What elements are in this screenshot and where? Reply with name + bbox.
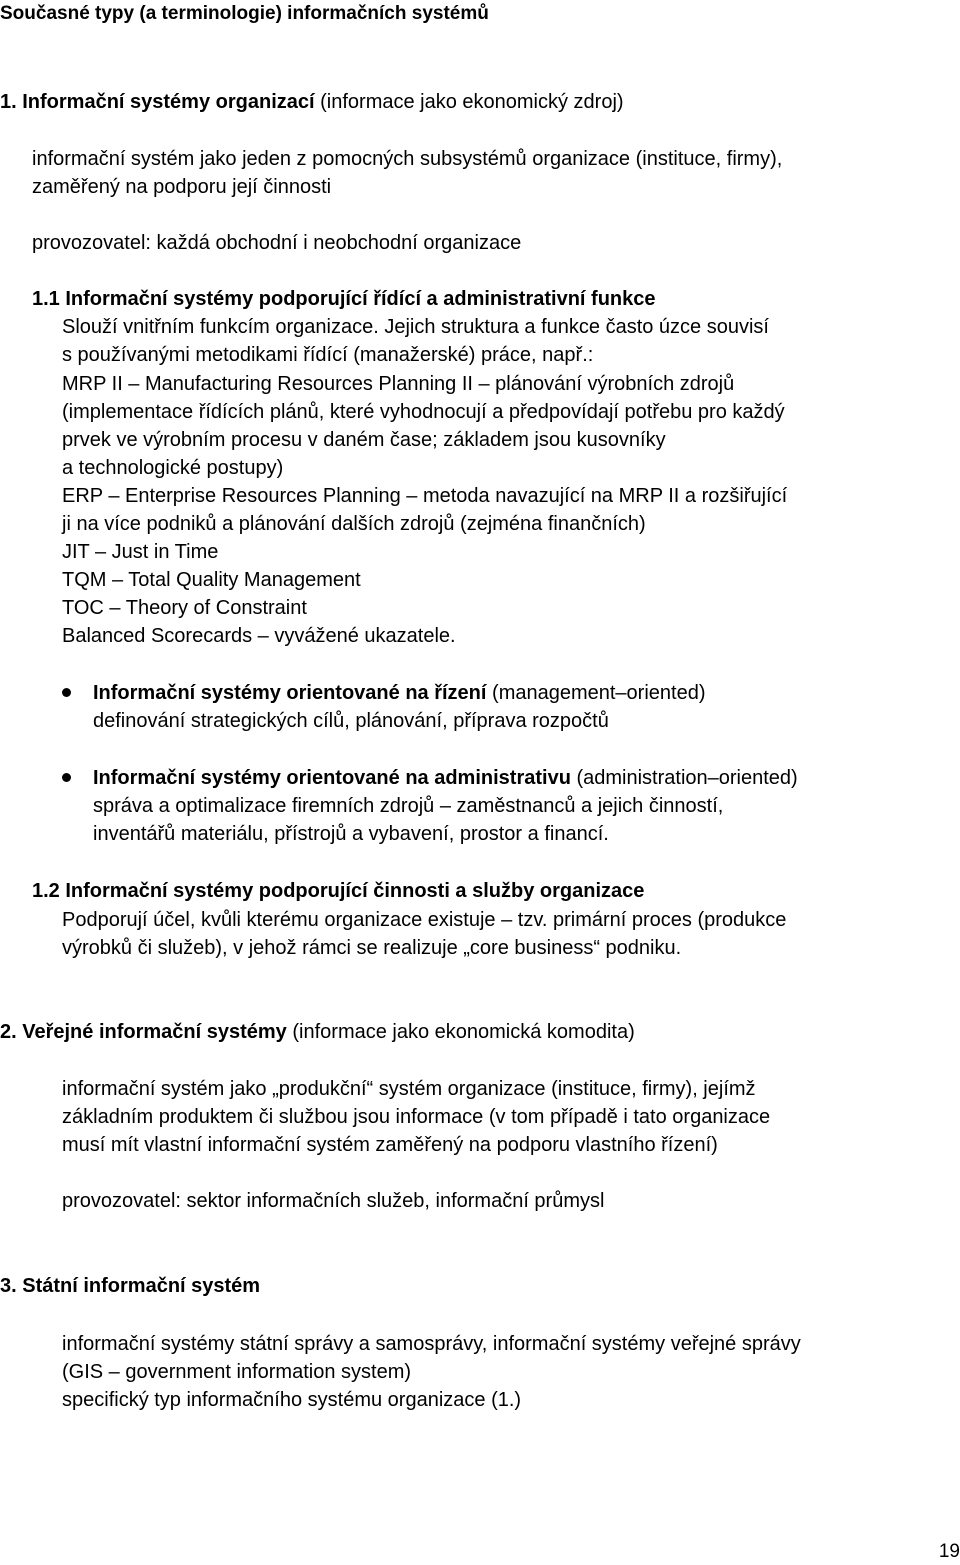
- subsection-1-2-line: Podporují účel, kvůli kterému organizace existuje – tzv. primární proces (produkce: [62, 909, 787, 931]
- section-3-line: specifický typ informačního systému organizace (1.): [62, 1389, 522, 1411]
- section-3-line: informační systémy státní správy a samosprávy, informační systémy veřejné správy: [62, 1333, 801, 1355]
- bullet-2-bold: Informační systémy orientované na administrativu: [93, 767, 571, 789]
- section-2-operator: provozovatel: sektor informačních služeb, informační průmysl: [62, 1190, 605, 1212]
- subsection-1-1-line: TQM – Total Quality Management: [62, 569, 361, 591]
- subsection-1-1-line: prvek ve výrobním procesu v daném čase; základem jsou kusovníky: [62, 429, 666, 451]
- bullet-icon: [62, 773, 71, 782]
- subsection-1-1-line: (implementace řídících plánů, které vyhodnocují a předpovídají potřebu pro každý: [62, 401, 785, 423]
- page-number: 19: [938, 1541, 960, 1562]
- bullet-1-bold: Informační systémy orientované na řízení: [93, 682, 487, 704]
- subsection-1-2-heading: 1.2 Informační systémy podporující činnosti a služby organizace: [32, 880, 645, 902]
- subsection-1-1-line: TOC – Theory of Constraint: [62, 597, 307, 619]
- section-2-heading-rest: (informace jako ekonomická komodita): [292, 1021, 635, 1043]
- section-3-heading: 3. Státní informační systém: [0, 1275, 261, 1297]
- subsection-1-1-line: Slouží vnitřním funkcím organizace. Jejich struktura a funkce často úzce souvisí: [62, 316, 769, 338]
- subsection-1-2-line: výrobků či služeb), v jehož rámci se realizuje „core business“ podniku.: [62, 937, 682, 959]
- section-2-line: základním produktem či službou jsou informace (v tom případě i tato organizace: [62, 1106, 771, 1128]
- section-1-operator: provozovatel: každá obchodní i neobchodní organizace: [32, 232, 522, 254]
- bullet-2-line: inventářů materiálu, přístrojů a vybavení, prostor a financí.: [93, 823, 609, 845]
- subsection-1-1-line: MRP II – Manufacturing Resources Planning II – plánování výrobních zdrojů: [62, 373, 735, 395]
- section-1-desc-line-1: informační systém jako jeden z pomocných subsystémů organizace (instituce, firmy),: [32, 148, 783, 170]
- bullet-1-heading: [93, 679, 706, 707]
- bullet-1-rest: (management–oriented): [492, 682, 706, 704]
- section-3-line: (GIS – government information system): [62, 1361, 412, 1383]
- subsection-1-1-line: JIT – Just in Time: [62, 541, 219, 563]
- section-2-heading: [0, 1018, 635, 1046]
- subsection-1-1-line: ji na více podniků a plánování dalších zdrojů (zejména finančních): [62, 513, 646, 535]
- bullet-icon: [62, 688, 71, 697]
- bullet-2-rest: (administration–oriented): [576, 767, 798, 789]
- bullet-1-line: definování strategických cílů, plánování, příprava rozpočtů: [93, 710, 609, 732]
- section-1-heading: [0, 88, 624, 116]
- subsection-1-1-heading: 1.1 Informační systémy podporující řídící a administrativní funkce: [32, 288, 656, 310]
- section-2-line: informační systém jako „produkční“ systém organizace (instituce, firmy), jejímž: [62, 1078, 756, 1100]
- subsection-1-1-line: Balanced Scorecards – vyvážené ukazatele.: [62, 625, 456, 647]
- bullet-2-line: správa a optimalizace firemních zdrojů – zaměstnanců a jejich činností,: [93, 795, 724, 817]
- subsection-1-1-line: ERP – Enterprise Resources Planning – metoda navazující na MRP II a rozšiřující: [62, 485, 788, 507]
- section-2-heading-bold: 2. Veřejné informační systémy: [0, 1021, 287, 1043]
- section-2-line: musí mít vlastní informační systém zaměřený na podporu vlastního řízení): [62, 1134, 718, 1156]
- subsection-1-1-line: a technologické postupy): [62, 457, 284, 479]
- section-1-desc-line-2: zaměřený na podporu její činnosti: [32, 176, 332, 198]
- section-1-heading-bold: 1. Informační systémy organizací: [0, 91, 315, 113]
- section-1-heading-rest: (informace jako ekonomický zdroj): [320, 91, 624, 113]
- bullet-2-heading: [93, 764, 798, 792]
- page-title: Současné typy (a terminologie) informačních systémů: [0, 3, 489, 24]
- subsection-1-1-line: s používanými metodikami řídící (manažerské) práce, např.:: [62, 344, 594, 366]
